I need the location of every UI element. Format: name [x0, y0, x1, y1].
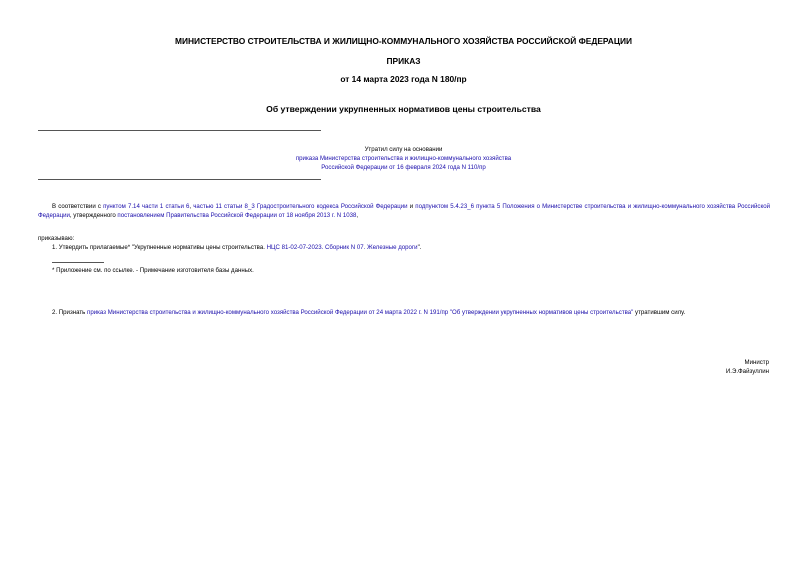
- item2-text-1: 2. Признать: [52, 309, 88, 316]
- order-item-2: [38, 308, 770, 317]
- ministry-name: МИНИСТЕРСТВО СТРОИТЕЛЬСТВА И ЖИЛИЩНО-КОММУНАЛЬНОГО ХОЗЯЙСТВА РОССИЙСКОЙ ФЕДЕРАЦИИ: [175, 36, 632, 46]
- orders-label: приказываю:: [38, 235, 75, 242]
- law-link-1[interactable]: пунктом 7.14 части 1 статьи 6: [103, 203, 190, 210]
- repealed-order-link[interactable]: приказ Министерства строительства и жилищно-коммунального хозяйства Российской Федерации от 24 марта 2022 г. N 191/пр "Об утверждении укрупненных нормативов цены строительства": [87, 309, 634, 316]
- divider-bottom: [38, 179, 321, 180]
- preamble-text-1: В соответствии с: [52, 203, 104, 210]
- footnote-divider: [52, 262, 104, 263]
- footnote: * Приложение см. по ссылке. - Примечание изготовителя базы данных.: [52, 267, 254, 274]
- document-title: Об утверждении укрупненных нормативов цены строительства: [266, 104, 541, 114]
- preamble-text-5: ,: [356, 212, 359, 219]
- item1-text-2: ".: [417, 244, 422, 251]
- preamble-text-4: , утвержденного: [69, 212, 118, 219]
- order-item-1: [52, 243, 421, 252]
- law-link-4[interactable]: постановлением Правительства Российской Федерации от 18 ноября 2013 г. N 1038: [117, 212, 357, 219]
- signatory-name: И.Э.Файзуллин: [725, 368, 769, 375]
- item1-text-1: 1. Утвердить прилагаемые* "Укрупненные нормативы цены строительства.: [52, 244, 267, 251]
- item2-text-2: утратившим силу.: [633, 309, 686, 316]
- invalidation-link-line1[interactable]: приказа Министерства строительства и жилищно-коммунального хозяйства: [295, 155, 512, 162]
- divider-top: [38, 130, 321, 131]
- law-link-3[interactable]: подпунктом 5.4.23_6 пункта 5 Положения о Министерстве строительства и жилищно-коммунального хозяйства Российской Федерации: [38, 203, 770, 219]
- signature-block: [726, 358, 769, 376]
- invalidation-link-line2[interactable]: Российской Федерации от 16 февраля 2024 года N 110/пр: [321, 164, 486, 171]
- ncs-link[interactable]: НЦС 81-02-07-2023. Сборник N 07. Железные дороги: [266, 244, 418, 251]
- law-link-2[interactable]: частью 11 статьи 8_3 Градостроительного кодекса Российской Федерации: [193, 203, 408, 210]
- preamble-text-2: ,: [189, 203, 194, 210]
- document-number: от 14 марта 2023 года N 180/пр: [340, 74, 467, 84]
- document-type: ПРИКАЗ: [386, 56, 421, 66]
- invalidation-label: Утратил силу на основании: [364, 146, 443, 153]
- preamble-text-3: и: [407, 203, 416, 210]
- preamble-paragraph: [38, 202, 770, 220]
- invalidation-link[interactable]: [0, 154, 807, 172]
- signatory-position: Министр: [744, 359, 769, 366]
- invalidation-note: [0, 145, 807, 172]
